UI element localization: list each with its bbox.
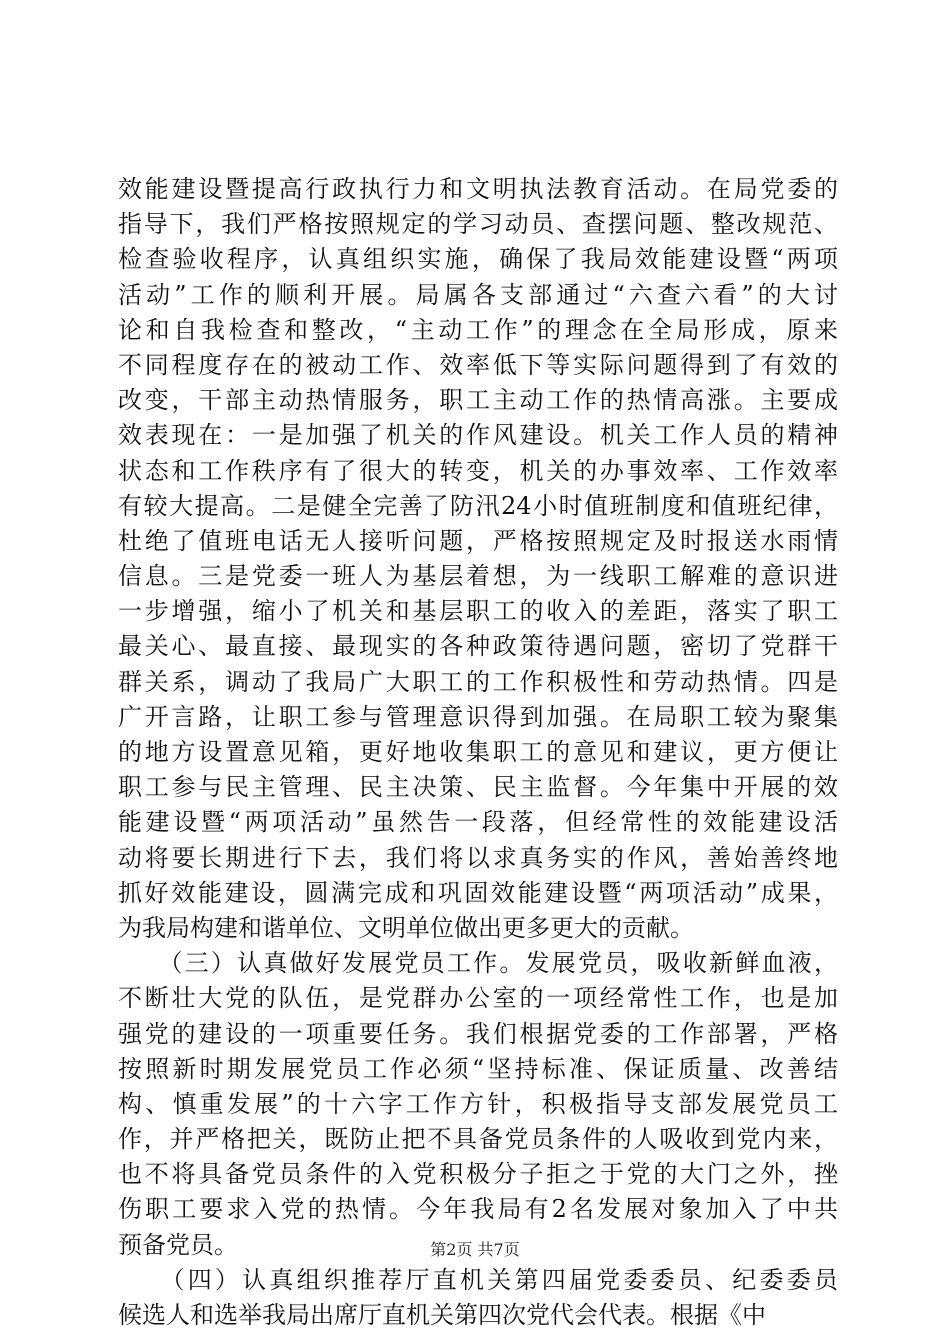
text-line: 效能建设暨提高行政执行力和文明执法教育活动。在局党委的 — [118, 175, 838, 203]
text-line: （三）认真做好发展党员工作。发展党员，吸收新鲜血液， — [118, 949, 838, 978]
text-line: 有较大提高。二是健全完善了防汛24小时值班制度和值班纪律， — [118, 491, 838, 520]
text-line: 一步增强，缩小了机关和基层职工的收入的差距，落实了职工 — [118, 597, 838, 626]
text-line: 动将要长期进行下去，我们将以求真务实的作风，善始善终地 — [118, 843, 838, 872]
text-line: 检查验收程序，认真组织实施，确保了我局效能建设暨“两项 — [118, 245, 838, 274]
text-line: 改变，干部主动热情服务，职工主动工作的热情高涨。主要成 — [118, 386, 838, 415]
text-line: 不同程度存在的被动工作、效率低下等实际问题得到了有效的 — [118, 350, 838, 379]
text-line: 强党的建设的一项重要任务。我们根据党委的工作部署，严格 — [118, 1019, 838, 1048]
text-line: 的地方设置意见箱，更好地收集职工的意见和建议，更方便让 — [118, 738, 838, 766]
text-line: 群关系，调动了我局广大职工的工作积极性和劳动热情。四是 — [118, 667, 838, 696]
text-line: 候选人和选举我局出席厅直机关第四次党代会代表。根据《中 — [118, 1301, 766, 1329]
text-line: 为我局构建和谐单位、文明单位做出更多更大的贡献。 — [118, 913, 694, 942]
text-line: 信息。三是党委一班人为基层着想，为一线职工解难的意识进 — [118, 562, 838, 591]
text-line: 能建设暨“两项活动”虽然告一段落，但经常性的效能建设活 — [118, 808, 838, 837]
text-line: （四）认真组织推荐厅直机关第四届党委委员、纪委委员 — [118, 1265, 838, 1294]
text-line: 最关心、最直接、最现实的各种政策待遇问题，密切了党群干 — [118, 632, 838, 661]
text-line: 伤职工要求入党的热情。今年我局有2名发展对象加入了中共 — [118, 1195, 838, 1224]
text-line: 不断壮大党的队伍，是党群办公室的一项经常性工作，也是加 — [118, 984, 838, 1013]
text-line: 指导下，我们严格按照规定的学习动员、查摆问题、整改规范、 — [118, 210, 838, 239]
text-line: 广开言路，让职工参与管理意识得到加强。在局职工较为聚集 — [118, 702, 838, 731]
text-line: 活动”工作的顺利开展。局属各支部通过“六查六看”的大讨 — [118, 280, 838, 309]
body-text — [118, 172, 838, 1333]
text-line: 职工参与民主管理、民主决策、民主监督。今年集中开展的效 — [118, 773, 838, 802]
text-line: 预备党员。 — [118, 1230, 238, 1259]
text-line: 也不将具备党员条件的入党积极分子拒之于党的大门之外，挫 — [118, 1160, 838, 1189]
text-line: 效表现在：一是加强了机关的作风建设。机关工作人员的精神 — [118, 421, 838, 450]
text-line: 作，并严格把关，既防止把不具备党员条件的人吸收到党内来， — [118, 1125, 838, 1154]
text-line: 论和自我检查和整改，“主动工作”的理念在全局形成，原来 — [118, 315, 838, 344]
text-line: 状态和工作秩序有了很大的转变，机关的办事效率、工作效率 — [118, 456, 838, 485]
text-line: 杜绝了值班电话无人接听问题，严格按照规定及时报送水雨情 — [118, 526, 838, 555]
text-line: 抓好效能建设，圆满完成和巩固效能建设暨“两项活动”成果， — [118, 878, 838, 907]
text-line: 构、慎重发展”的十六字工作方针，积极指导支部发展党员工 — [118, 1089, 838, 1118]
page-footer: 第2页 共7页 — [430, 1240, 520, 1259]
text-line: 按照新时期发展党员工作必须“坚持标准、保证质量、改善结 — [118, 1054, 838, 1083]
